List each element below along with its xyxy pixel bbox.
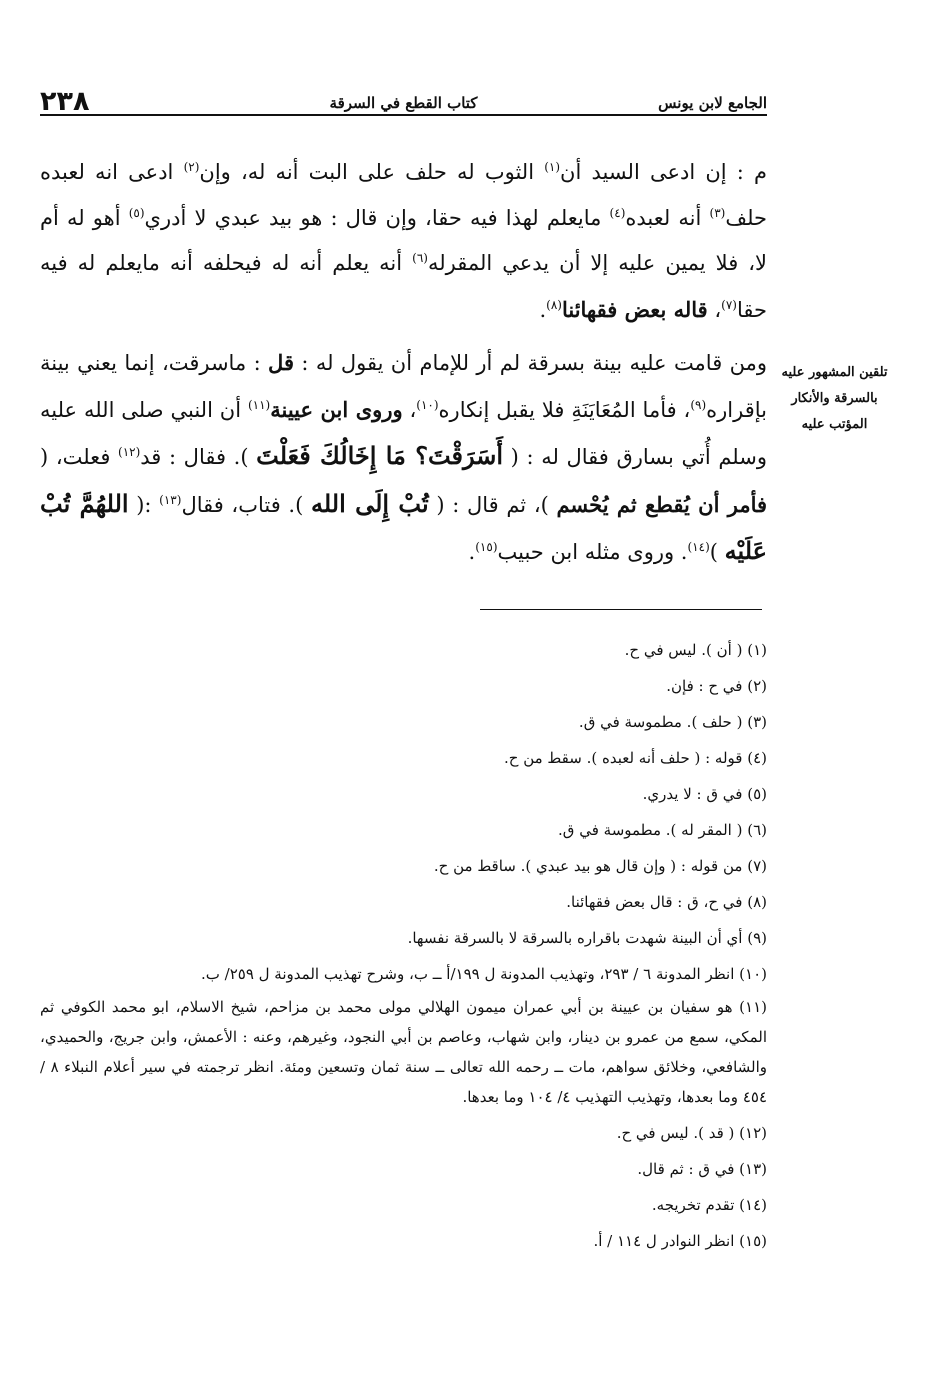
footnote: (١١) هو سفيان بن عيينة بن أبي عمران ميمون الهلالي مولى محمد بن مزاحم، شيخ الاسلام، ابو محمد الكوفي ثم المكي، سمع من عمرو بن دينار، وابن شهاب، وعاصم بن أبي النجود، وغيرهم، وعنه : الأعمش، وابن جريج، والحميدي، والشافعي، وخلائق سواهم، مات ــ رحمه الله تعالى ــ سنة ثمان وتسعين ومئة. انظر ترجمته في سير أعلام النبلاء ٨ / ٤٥٤ وما بعدها، وتهذيب التهذيب ٤/ ١٠٤ وما بعدها.	[40, 998, 767, 1106]
footnote: (١٠) انظر المدونة ٦ / ٢٩٣، وتهذيب المدونة ل ١٩٩/أ ــ ب، وشرح تهذيب المدونة ل ٢٥٩/ ب.	[200, 965, 767, 983]
text-run: أنه يعلم أنه له فيحلفه أنه مايعلم له فيه حقا	[40, 251, 767, 322]
text-run: .	[468, 540, 476, 564]
text-run: فعلت، (	[40, 445, 118, 469]
footnote-ref: (١٣)	[159, 492, 182, 507]
footnote: (٩) أي أن البينة شهدت باقراره بالسرقة لا بالسرقة نفسها.	[407, 929, 767, 947]
footnote-ref: (١)	[544, 160, 561, 174]
text-run: ومن قامت عليه بينة بسرقة لم أر للإمام أن يقول له :	[294, 351, 767, 375]
footnote: (٣) ( حلف ). مطموسة في ق.	[578, 713, 767, 731]
footnote: (٨) في ح، ق : قال بعض فقهائنا.	[566, 893, 767, 911]
paragraph-1	[40, 150, 767, 333]
hadith-quote: تُبْ إِلَى الله	[310, 488, 429, 518]
footnote: (٦) ( المقر له ). مطموسة في ق.	[558, 821, 767, 839]
text-run: ، فأما المُعَايَنَةِ فلا يقبل إنكاره	[438, 397, 691, 422]
hadith-quote: فأمر أن يُقطع ثم يُحْسم	[556, 491, 768, 517]
text-run: أهو له أم لا، فلا يمين عليه إلا أن يدعي المقرله	[40, 205, 768, 275]
margin-note-line: المؤتب عليه	[801, 417, 868, 432]
footnote-ref: (١١)	[247, 397, 271, 412]
footnote-ref: (٢)	[183, 160, 200, 174]
text-run: ادعى انه لعبده حلف	[40, 160, 767, 230]
emphasis-text: وروى ابن عيينة	[270, 396, 403, 422]
page-number: ٢٣٨	[40, 86, 90, 117]
text-run: ). فتاب، فقال	[181, 492, 311, 517]
footnote-separator	[480, 609, 762, 610]
page-header	[40, 86, 767, 116]
text-run: أن النبي صلى الله عليه وسلم أُتي بسارق فقال له : (	[40, 397, 767, 469]
footnote: (١) ( أن ). ليس في ح.	[624, 641, 767, 659]
text-run: :(	[128, 492, 160, 517]
text-run: أنه لعبده	[625, 205, 710, 230]
footnote-ref: (١٥)	[475, 540, 498, 554]
text-run: مايعلم لهذا فيه حقا، وإن قال : هو بيد عبدي لا أدري	[144, 205, 610, 230]
margin-note-line: تلقين المشهور عليه	[781, 365, 888, 380]
text-run: الثوب له حلف على البت أنه له، وإن	[199, 160, 545, 184]
text-run: . وروى مثله ابن حبيب	[497, 540, 688, 564]
footnote: (٥) في ق : لا يدري.	[642, 785, 767, 803]
emphasis-text: قل	[268, 350, 294, 375]
emphasis-text: قاله بعض فقهائنا	[561, 296, 708, 322]
footnote-ref: (١٠)	[416, 397, 439, 412]
footnote-ref: (٥)	[128, 205, 145, 220]
footnote-ref: (٣)	[709, 205, 726, 220]
header-rule	[40, 114, 767, 116]
footnote: (٤) قوله : ( حلف أنه لعبده ). سقط من ح.	[503, 749, 767, 767]
text-run: )	[709, 540, 725, 564]
footnote-ref: (٩)	[690, 397, 707, 412]
footnote-ref: (٧)	[721, 297, 737, 312]
footnote: (١٤) تقدم تخريجه.	[651, 1196, 767, 1214]
text-run: ،	[707, 297, 722, 322]
footnote-ref: (١٤)	[687, 540, 710, 554]
footnote-ref: (١٢)	[118, 445, 141, 459]
hadith-quote: اللهُمَّ تُبْ عَلَيْه	[40, 488, 767, 565]
footnote: (١٥) انظر النوادر ل ١١٤ / أ.	[593, 1232, 767, 1250]
footnote: (٢) في ح : فإن.	[666, 677, 767, 695]
text-run: .	[539, 297, 547, 322]
book-title: كتاب القطع في السرقة	[329, 94, 478, 112]
margin-note	[772, 360, 897, 438]
footnote-ref: (٨)	[546, 297, 562, 312]
text-run: ). فقال : قد	[140, 445, 257, 469]
author-title: الجامع لابن يونس	[658, 94, 767, 112]
footnote-ref: (٤)	[609, 205, 626, 220]
footnotes	[40, 632, 767, 1259]
footnote-ref: (٦)	[412, 251, 428, 265]
text-run: ،	[402, 397, 417, 422]
footnote: (١٣) في ق : ثم قال.	[637, 1160, 767, 1178]
text-run: : ماسرقت، إنما يعني بينة بإقراره	[40, 351, 767, 422]
text-run: م : إن ادعى السيد أن	[560, 160, 768, 184]
margin-note-line: بالسرقة والأنكار	[791, 391, 878, 406]
paragraph-2	[40, 340, 767, 576]
footnote: (١٢) ( قد ). ليس في ح.	[616, 1124, 767, 1142]
footnote: (٧) من قوله : ( وإن قال هو بيد عبدي ). ساقط من ح.	[433, 857, 767, 875]
text-run: )، ثم قال : (	[428, 492, 557, 517]
hadith-quote: أَسَرَقْتَ؟ مَا إِخَالُكَ فَعَلْتَ	[256, 441, 503, 470]
